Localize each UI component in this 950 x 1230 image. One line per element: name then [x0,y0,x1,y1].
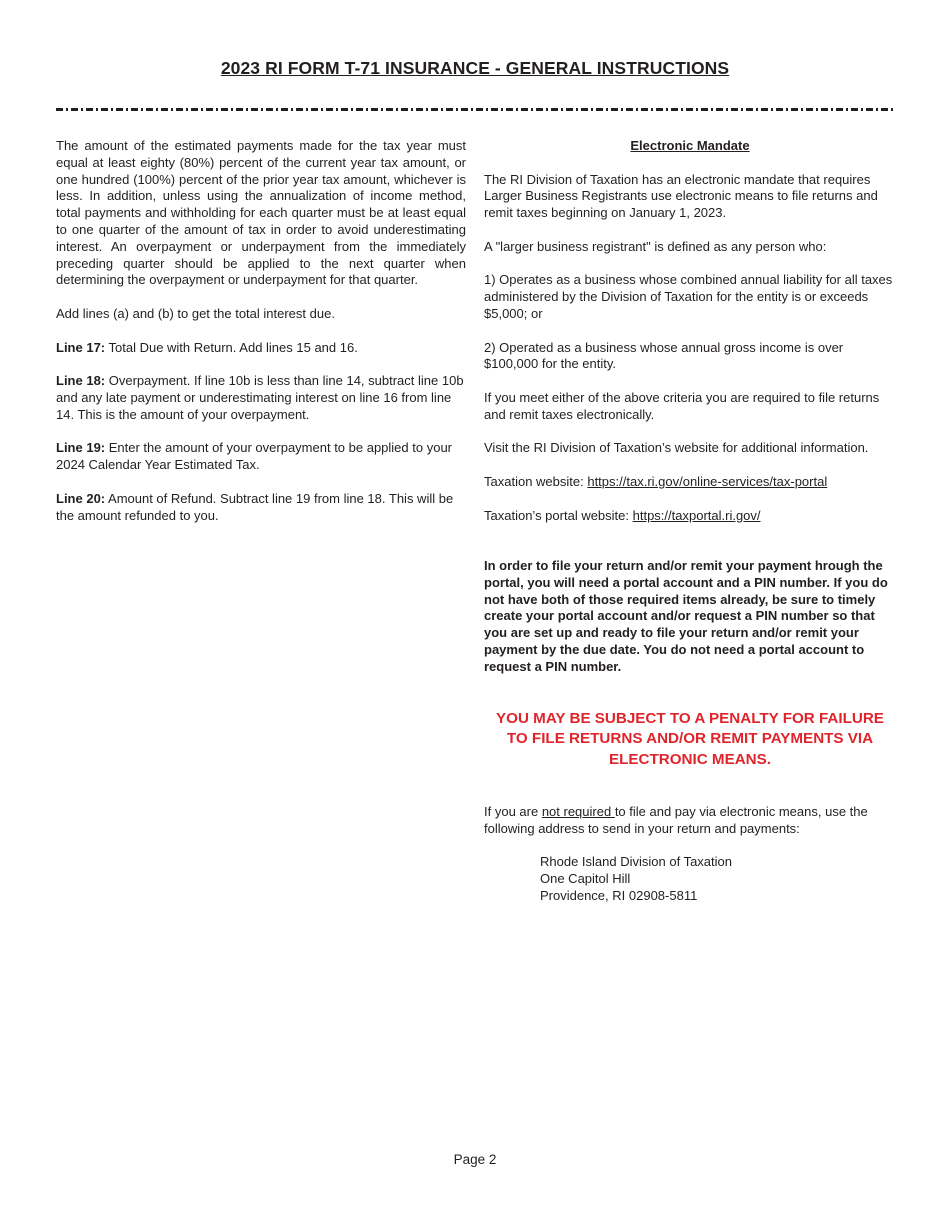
line-20-text: Amount of Refund. Subtract line 19 from line 18. This will be the amount refunded to you. [56,490,454,523]
criteria-2: 2) Operated as a business whose annual gross income is over $100,000 for the entity. [484,339,844,372]
page-number: Page 2 [453,1152,497,1167]
penalty-warning: YOU MAY BE SUBJECT TO A PENALTY FOR FAILURE TO FILE RETURNS AND/OR REMIT PAYMENTS VIA ELECTRONIC MEANS. [496,709,884,768]
line-17-label: Line 17: [56,339,106,355]
estimated-payments-paragraph: The amount of the estimated payments made for the tax year must equal at least eighty (80%) percent of the current year tax amount, or one hundred (100%) percent of the prior year tax amount, whichever is less. In addition, unless using the annualization of income method, total payments and withholding for each quarter must be at least equal to one quarter of the amount of tax in order to avoid underestimating interest. An overpayment or underpayment from the immediately preceding quarter should be applied to the next quarter when determining the overpayment or underpayment for that quarter. [56,138,466,288]
criteria-note: If you meet either of the above criteria you are required to file returns and remit taxes electronically. [484,389,880,422]
taxation-website-link[interactable]: https://tax.ri.gov/online-services/tax-portal [587,473,828,489]
taxation-website-line [484,474,896,491]
portal-account-notice: In order to file your return and/or remit your payment hrough the portal, you will need a portal account and a PIN number. If you do not have both of those required items already, be sure to timely create your portal account and/or request a PIN number so that you are set up and ready to file your return and/or remit your payment by the due date. You do not need a portal account to request a PIN number. [484,557,888,674]
definition-paragraph: A "larger business registrant" is defined as any person who: [484,238,827,254]
address-line-1: Rhode Island Division of Taxation [540,854,732,870]
mandate-paragraph: The RI Division of Taxation has an electronic mandate that requires Larger Business Registrants use electronic means to file returns and remit taxes beginning on January 1, 2023. [484,171,878,221]
line-20-label: Line 20: [56,490,106,506]
line-17-text: Total Due with Return. Add lines 15 and 16. [105,339,358,355]
not-required-suffix: to file and pay via electronic means, use the following address to send in your return and payments: [484,804,868,836]
page-title: 2023 RI FORM T-71 INSURANCE - GENERAL INSTRUCTIONS [220,58,730,78]
portal-website-label: Taxation’s portal website: [484,507,633,523]
line-18-instruction [56,373,466,423]
line-19-text: Enter the amount of your overpayment to be applied to your 2024 Calendar Year Estimated Tax. [56,440,452,473]
right-column [484,138,896,905]
line-19-instruction [56,440,466,474]
dashed-divider [56,108,894,111]
electronic-mandate-heading: Electronic Mandate [630,138,750,153]
not-required-emphasis: not required [541,804,615,819]
portal-website-link[interactable]: https://taxportal.ri.gov/ [632,507,761,523]
criteria-1: 1) Operates as a business whose combined annual liability for all taxes administered by the Division of Taxation for the entity is or exceeds $5,000; or [484,272,893,321]
interest-paragraph: Add lines (a) and (b) to get the total interest due. [56,305,335,321]
line-20-instruction [56,491,466,525]
line-18-text: Overpayment. If line 10b is less than line 14, subtract line 10b and any late payment or underestimating interest on line 16 from line 14. This is the amount of your overpayment. [56,373,464,422]
mailing-address [540,854,896,904]
visit-website-paragraph: Visit the RI Division of Taxation’s website for additional information. [484,440,869,456]
address-line-2: One Capitol Hill [540,871,631,887]
left-column [56,138,466,541]
address-line-3: Providence, RI 02908-5811 [540,887,698,903]
not-required-prefix: If you are [484,804,542,819]
line-19-label: Line 19: [56,440,106,456]
taxation-website-label: Taxation website: [484,473,588,489]
line-17-instruction [56,340,466,357]
portal-website-line [484,508,896,525]
line-18-label: Line 18: [56,373,106,389]
not-required-paragraph [484,804,896,838]
